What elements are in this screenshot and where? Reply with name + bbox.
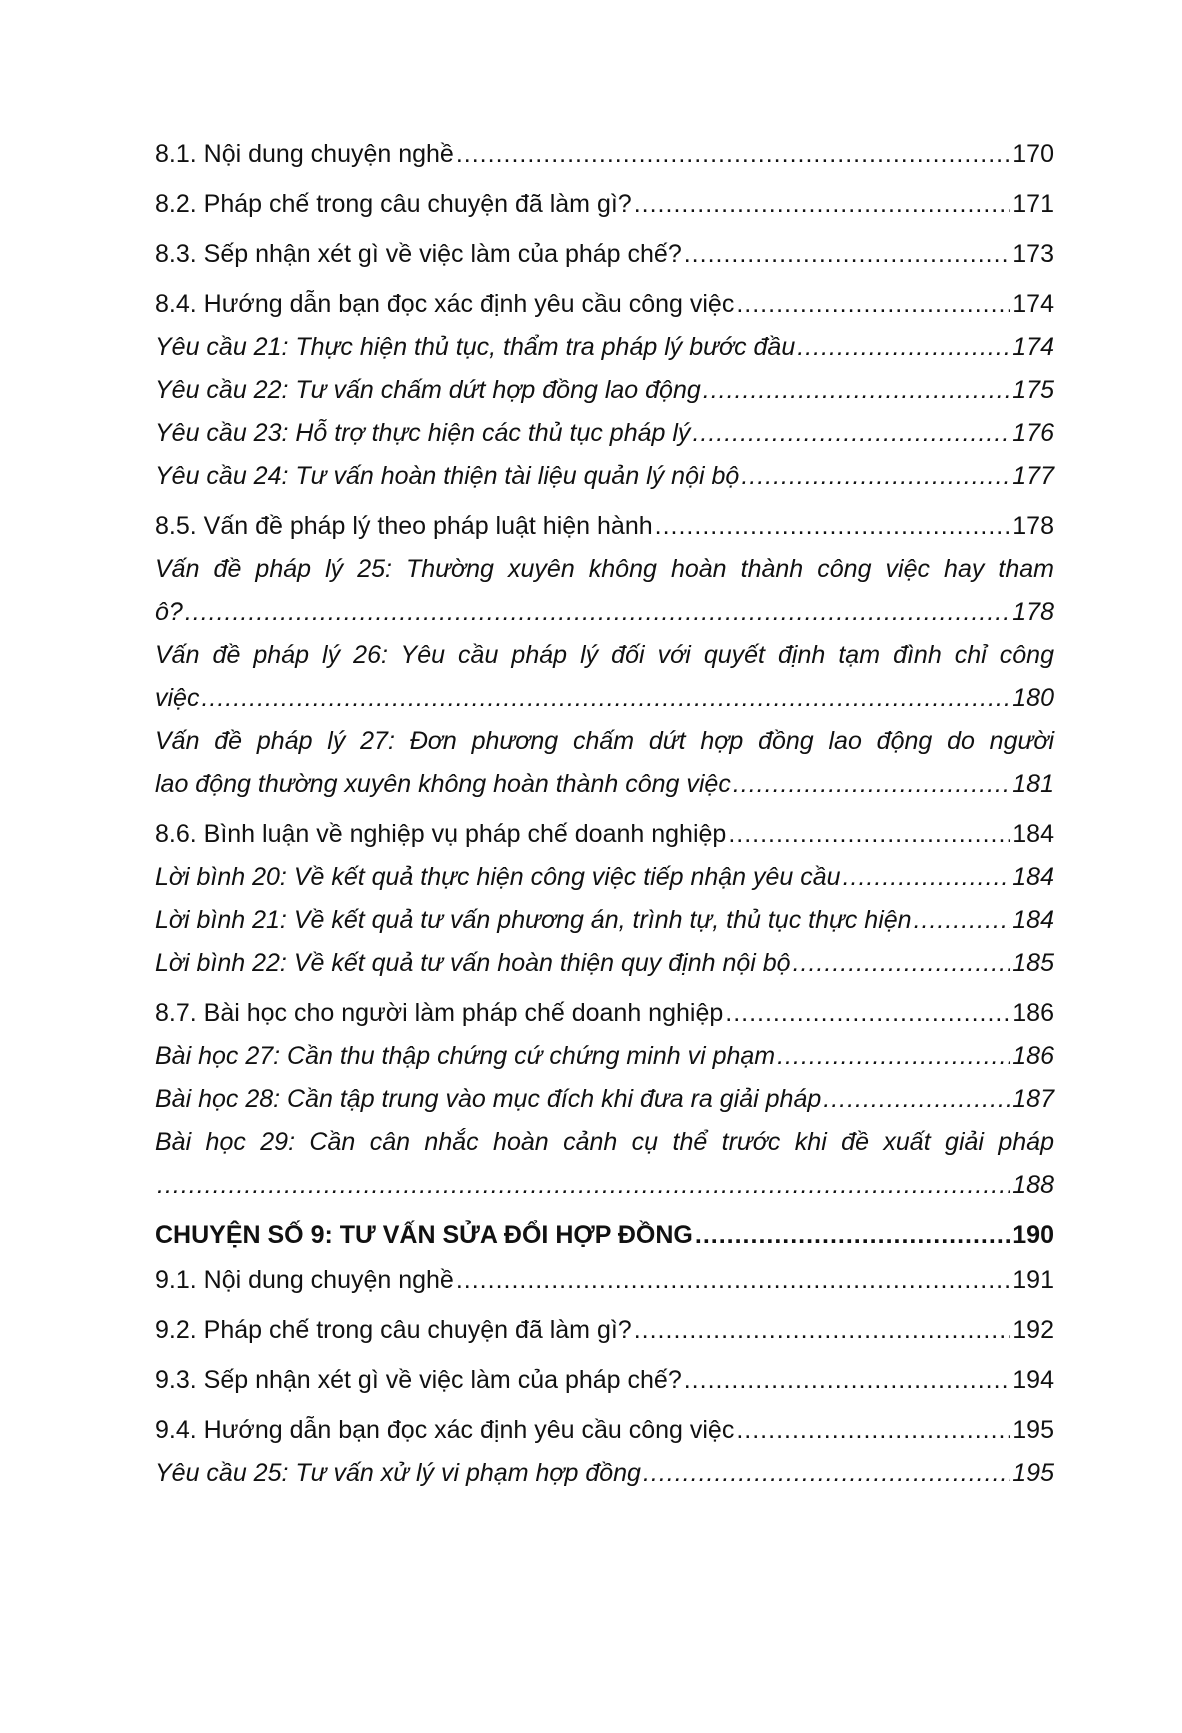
dot-leader — [736, 1416, 1010, 1444]
toc-page-number: 178 — [1012, 512, 1054, 540]
dot-leader — [684, 240, 1011, 268]
toc-page-number: 184 — [1012, 906, 1054, 934]
dot-leader — [797, 333, 1010, 361]
toc-entry[interactable] — [155, 1266, 1054, 1294]
toc-subentry[interactable] — [155, 1085, 1054, 1113]
dot-leader — [456, 140, 1010, 168]
toc-entry-title: Bài học 28: Cần tập trung vào mục đích khi đưa ra giải pháp — [155, 1085, 822, 1113]
toc-entry-continuation — [155, 770, 1054, 798]
toc-entry-title: 8.1. Nội dung chuyện nghề — [155, 140, 454, 168]
toc-entry-title: Lời bình 20: Về kết quả thực hiện công việc tiếp nhận yêu cầu — [155, 863, 841, 891]
dot-leader — [684, 1366, 1011, 1394]
toc-entry[interactable] — [155, 999, 1054, 1027]
toc-entry-title: Yêu cầu 25: Tư vấn xử lý vi phạm hợp đồng — [155, 1459, 641, 1487]
toc-subentry[interactable] — [155, 462, 1054, 490]
toc-page-number: 184 — [1012, 820, 1054, 848]
toc-entry-title: 8.3. Sếp nhận xét gì về việc làm của pháp chế? — [155, 240, 682, 268]
toc-subentry[interactable] — [155, 906, 1054, 934]
toc-page-number: 185 — [1012, 949, 1054, 977]
toc-subentry[interactable] — [155, 333, 1054, 361]
toc-page-number: 184 — [1012, 863, 1054, 891]
toc-page-number: 190 — [1012, 1221, 1054, 1249]
dot-leader — [634, 190, 1011, 218]
toc-entry-title: 8.6. Bình luận về nghiệp vụ pháp chế doanh nghiệp — [155, 820, 727, 848]
toc-page-number: 174 — [1012, 290, 1054, 318]
toc-subentry[interactable] — [155, 376, 1054, 404]
toc-page-number: 180 — [1012, 684, 1054, 712]
toc-page-number: 194 — [1012, 1366, 1054, 1394]
toc-page-number: 195 — [1012, 1459, 1054, 1487]
toc-entry[interactable] — [155, 1366, 1054, 1394]
dot-leader — [793, 949, 1011, 977]
toc-entry-title: 8.5. Vấn đề pháp lý theo pháp luật hiện hành — [155, 512, 653, 540]
toc-page-number: 191 — [1012, 1266, 1054, 1294]
toc-entry-title: Yêu cầu 23: Hỗ trợ thực hiện các thủ tục pháp lý — [155, 419, 691, 447]
dot-leader — [185, 598, 1010, 626]
dot-leader — [703, 376, 1011, 404]
toc-page-number: 170 — [1012, 140, 1054, 168]
toc-entry[interactable] — [155, 1316, 1054, 1344]
toc-entry-title-line: Vấn đề pháp lý 26: Yêu cầu pháp lý đối với quyết định tạm đình chỉ công — [155, 641, 1054, 669]
toc-page-number: 186 — [1012, 1042, 1054, 1070]
toc-entry-title: 9.4. Hướng dẫn bạn đọc xác định yêu cầu công việc — [155, 1416, 735, 1444]
toc-page-number: 181 — [1012, 770, 1054, 798]
dot-leader — [456, 1266, 1010, 1294]
toc-entry-title: 9.1. Nội dung chuyện nghề — [155, 1266, 454, 1294]
toc-entry[interactable] — [155, 140, 1054, 168]
toc-subentry[interactable] — [155, 863, 1054, 891]
toc-page-number: 188 — [1012, 1171, 1054, 1199]
toc-entry-title-line: Vấn đề pháp lý 25: Thường xuyên không hoàn thành công việc hay tham — [155, 555, 1054, 583]
dot-leader — [655, 512, 1011, 540]
toc-entry[interactable] — [155, 512, 1054, 540]
toc-page-number: 176 — [1012, 419, 1054, 447]
toc-entry-title: Lời bình 22: Về kết quả tư vấn hoàn thiện quy định nội bộ — [155, 949, 791, 977]
toc-chapter-entry[interactable] — [155, 1221, 1054, 1251]
toc-entry-title: Yêu cầu 21: Thực hiện thủ tục, thẩm tra pháp lý bước đầu — [155, 333, 796, 361]
dot-leader — [777, 1042, 1010, 1070]
toc-entry-continuation — [155, 684, 1054, 712]
toc-subentry-wrapped[interactable] — [155, 1128, 1054, 1199]
dot-leader — [201, 684, 1010, 712]
dot-leader — [823, 1085, 1010, 1113]
dot-leader — [914, 906, 1011, 934]
toc-entry-title: việc — [155, 684, 200, 712]
toc-entry-title: lao động thường xuyên không hoàn thành công việc — [155, 770, 731, 798]
table-of-contents — [155, 140, 1054, 1487]
toc-page-number: 187 — [1012, 1085, 1054, 1113]
toc-subentry[interactable] — [155, 419, 1054, 447]
toc-entry[interactable] — [155, 190, 1054, 218]
toc-chapter-title: CHUYỆN SỐ 9: TƯ VẤN SỬA ĐỔI HỢP ĐỒNG — [155, 1221, 693, 1249]
toc-entry[interactable] — [155, 290, 1054, 318]
toc-entry-title: 8.7. Bài học cho người làm pháp chế doanh nghiệp — [155, 999, 724, 1027]
toc-subentry-wrapped[interactable] — [155, 641, 1054, 712]
toc-subentry[interactable] — [155, 1042, 1054, 1070]
toc-entry-title: 9.2. Pháp chế trong câu chuyện đã làm gì? — [155, 1316, 632, 1344]
toc-entry-title-line: Bài học 29: Cần cân nhắc hoàn cảnh cụ thể trước khi đề xuất giải pháp — [155, 1128, 1054, 1156]
toc-subentry[interactable] — [155, 1459, 1054, 1487]
toc-page-number: 192 — [1012, 1316, 1054, 1344]
dot-leader — [843, 863, 1011, 891]
toc-page-number: 186 — [1012, 999, 1054, 1027]
toc-subentry-wrapped[interactable] — [155, 727, 1054, 798]
toc-entry-title: Bài học 27: Cần thu thập chứng cứ chứng minh vi phạm — [155, 1042, 776, 1070]
toc-page-number: 195 — [1012, 1416, 1054, 1444]
toc-entry-title: Yêu cầu 22: Tư vấn chấm dứt hợp đồng lao động — [155, 376, 701, 404]
toc-entry-title: Yêu cầu 24: Tư vấn hoàn thiện tài liệu quản lý nội bộ — [155, 462, 740, 490]
toc-subentry[interactable] — [155, 949, 1054, 977]
toc-page-number: 175 — [1012, 376, 1054, 404]
toc-page-number: 173 — [1012, 240, 1054, 268]
dot-leader — [725, 999, 1010, 1027]
dot-leader — [692, 419, 1010, 447]
dot-leader — [728, 820, 1010, 848]
dot-leader — [643, 1459, 1010, 1487]
toc-entry-title-line: Vấn đề pháp lý 27: Đơn phương chấm dứt hợp đồng lao động do người — [155, 727, 1054, 755]
toc-page-number: 178 — [1012, 598, 1054, 626]
toc-entry-continuation — [155, 598, 1054, 626]
toc-entry-title: ô? — [155, 598, 183, 626]
toc-page-number: 174 — [1012, 333, 1054, 361]
toc-entry-title: 8.2. Pháp chế trong câu chuyện đã làm gì? — [155, 190, 632, 218]
toc-entry-title: Lời bình 21: Về kết quả tư vấn phương án, trình tự, thủ tục thực hiện — [155, 906, 912, 934]
toc-entry[interactable] — [155, 1416, 1054, 1444]
dot-leader — [736, 290, 1010, 318]
toc-entry-continuation — [155, 1171, 1054, 1199]
toc-entry-title: 8.4. Hướng dẫn bạn đọc xác định yêu cầu công việc — [155, 290, 735, 318]
toc-entry[interactable] — [155, 240, 1054, 268]
dot-leader — [634, 1316, 1011, 1344]
dot-leader — [695, 1221, 1010, 1249]
toc-page-number: 177 — [1012, 462, 1054, 490]
dot-leader — [733, 770, 1010, 798]
toc-entry-title: 9.3. Sếp nhận xét gì về việc làm của pháp chế? — [155, 1366, 682, 1394]
toc-subentry-wrapped[interactable] — [155, 555, 1054, 626]
toc-entry[interactable] — [155, 820, 1054, 848]
dot-leader — [741, 462, 1010, 490]
dot-leader — [157, 1171, 1010, 1199]
toc-page-number: 171 — [1012, 190, 1054, 218]
